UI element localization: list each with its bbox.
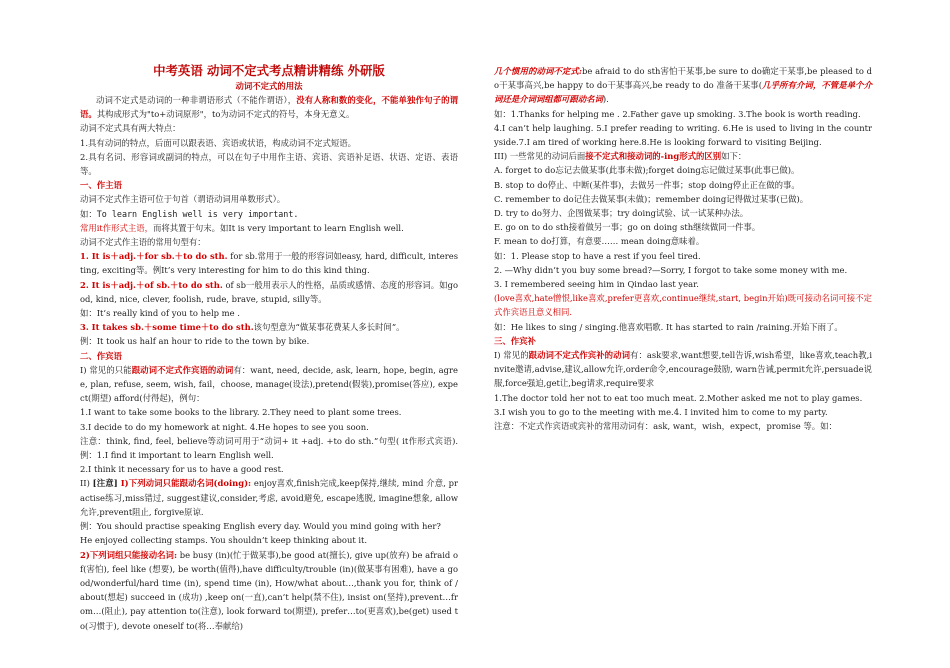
- s2-item-d: D. try to do努力、企图做某事；try doing试验、试一试某种办法。: [494, 208, 749, 219]
- left-column: [80, 0, 458, 633]
- s2-item-f: F. mean to do打算，有意要…… mean doing意味着。: [494, 236, 705, 247]
- s2-item-c: C. remember to do记住去做某事(未做)；remember doing记得做过某事(已做)。: [494, 193, 809, 204]
- page-subtitle: 动词不定式的用法: [235, 81, 303, 91]
- intro-paragraph: [80, 93, 458, 121]
- s2-example-1: 1.I want to take some books to the library. 2.They need to plant some trees.: [80, 407, 402, 418]
- s2-part-3-start: [80, 548, 458, 633]
- right-column: [494, 0, 872, 433]
- s1-pattern-3-example: 例：It took us half an hour to ride to the town by bike.: [80, 336, 310, 347]
- s1-pattern-3-text: 该句型意为“做某事花费某人多长时间”。: [253, 322, 405, 333]
- s2-part-1-highlight: 跟动词不定式作宾语的动词: [131, 364, 234, 375]
- s1-pattern-1-text: for sb.常用于一般的形容词如easy, hard, difficult, interesting, exciting等。例It’s very interesting for him to do this kind thing.: [80, 251, 459, 276]
- s2-item-a: A. forget to do忘记去做某事(此事未做);forget doing忘记做过某事(此事已做)。: [494, 165, 800, 176]
- feature-1: 1.具有动词的特点，后面可以跟表语、宾语或状语，构成动词不定式短语。: [80, 137, 356, 148]
- s2-example-2: 3.I decide to do my homework at night. 4.He hopes to see you soon.: [80, 421, 369, 432]
- s1-line-2: 如：To learn English well is very important.: [80, 208, 299, 219]
- s2-example-r3: 3. I remembered seeing him in Qindao last year.: [494, 279, 699, 290]
- s2-part-iii: [494, 149, 872, 163]
- s1-line-3: [80, 221, 458, 235]
- s2-idioms-text: be afraid to do sth害怕干某事,be sure to do确定干某事,be pleased to do干某事高兴,be happy to do干某事高兴,be ready to do 准备干某事(: [494, 66, 873, 91]
- s1-pattern-3: [80, 320, 458, 334]
- page-title: 中考英语 动词不定式考点精讲精练 外研版: [153, 63, 385, 78]
- s2-part-3-continued: [494, 64, 872, 107]
- s3-part-1-text: 有：ask要求,want想要,tell告诉,wish希望，like喜欢,teach教,invite邀请,advise,建议,allow允许,order命令,encourage鼓励, warn告诫,permit允许,persuade说服,force强迫,get让,beg请求,require要求: [494, 350, 873, 389]
- s1-line-1: 动词不定式作主语可位于句首（谓语动词用单数形式）。: [80, 194, 286, 205]
- s1-line-4: 动词不定式作主语的常用句型有：: [80, 237, 206, 248]
- s1-pattern-2: [80, 278, 458, 306]
- s2-examples-3: 如：1.Thanks for helping me . 2.Father gave up smoking. 3.The book is worth reading.: [494, 108, 861, 119]
- intro-text-a: 动词不定式是动词的一种非谓语形式（不能作谓语），: [96, 95, 297, 105]
- section-1-heading: 一、作主语: [80, 180, 122, 191]
- s2-example-r2: 2. —Why didn’t you buy some bread?—Sorry, I forgot to take some money with me.: [494, 264, 848, 275]
- s1-pattern-1-formula: 1. It is＋adj.＋for sb.＋to do sth.: [80, 251, 228, 262]
- s1-pattern-2-text: of sb一般用表示人的性格，品质或感情、态度的形容词。如good, kind, nice, clever, foolish, rude, brave, stupid, silly等。: [80, 279, 458, 304]
- intro-text-c: 其构成形式为"to+动词原形"，to为动词不定式的符号，本身无意义。: [96, 109, 355, 120]
- s2-note-2: 2.I think it necessary for us to have a good rest.: [80, 464, 284, 475]
- s3-note: 注意：不定式作宾语或宾补的常用动词有：ask, want，wish，expect，promise 等。如：: [494, 421, 837, 432]
- s2-item-b: B. stop to do停止、中断(某件事)，去做另一件事；stop doing停止正在做的事。: [494, 179, 800, 190]
- s2-part-iii-lead: III) 一些常见的动词后面: [494, 151, 586, 162]
- s1-pattern-2-example: 如：It’s really kind of you to help me .: [80, 308, 240, 319]
- intro-text-highlight: 没有人称和数的变化，不能单独作句子的谓语。: [80, 95, 459, 120]
- s2-note: 注意：think, find, feel, believe等动词可用于“动词+ it +adj. +to do sth.”句型( it作形式宾语).例：1.I find it important to learn English well.: [80, 435, 458, 461]
- s1-pattern-3-formula: 3. It takes sb.＋some time＋to do sth.: [80, 322, 254, 333]
- s2-idioms-heading: 几个惯用的动词不定式:: [494, 66, 582, 76]
- s2-part-2: [80, 476, 458, 519]
- s2-example-r1: 如：1. Please stop to have a rest if you feel tired.: [494, 250, 701, 261]
- feature-2: 2.具有名词、形容词或副词的特点，可以在句子中用作主语、宾语、宾语补足语、状语、定语、表语等。: [80, 151, 458, 177]
- s2-item-e: E. go on to do sth接着做另一事；go on doing sth继续做同一件事。: [494, 222, 761, 233]
- s2-part-3-text-start: be busy (in)(忙于做某事),be good at(擅长), give up(放弃) be afraid of(害怕), feel like (想要), be worth(值得),have difficulty/trouble (in)(做某事有困难), have a good/wonderful/hard time (in), spend time (in), How/what about…,thank you for, think of / about(想起) succeed in (成功) ,keep on(一直),can’t help(禁不住), insist on(坚持),prevent…from…(阻止), pay attention to(注意), look forward to(期望), prefer…to(更喜欢),be(get) used to(习惯于), devote oneself to(将…奉献给): [80, 549, 458, 631]
- s3-example-2: 3.I wish you to go to the meeting with me.4. I invited him to come to my party.: [494, 406, 828, 417]
- section-2-heading: 二、作宾语: [80, 350, 122, 361]
- s2-part-2-example-1: 例：You should practise speaking English every day. Would you mind going with her?: [80, 521, 441, 532]
- s2-part-iii-highlight: 接不定式和接动词的-ing形式的区别: [585, 151, 722, 162]
- s2-red-note: (love喜欢,hate憎恨,like喜欢,prefer更喜欢,continue继续,start, begin开始)既可接动名词可接不定式作宾语且意义相同.: [494, 293, 872, 318]
- s2-idioms-end: ).: [602, 94, 609, 105]
- s2-part-2-num: II): [80, 478, 93, 489]
- s3-part-1-lead: I) 常见的: [494, 350, 529, 361]
- s2-part-1: [80, 363, 458, 406]
- s2-part-2-highlight: I)下列动词只能跟动名词(doing):: [117, 478, 252, 489]
- s2-part-1-lead: I) 常见的只能: [80, 364, 132, 375]
- s2-example-r4: 如：He likes to sing / singing.他喜欢唱歌. It has started to rain /raining.开始下雨了。: [494, 321, 843, 332]
- s1-pattern-1: [80, 249, 458, 277]
- s2-part-1-text: 有：want, need, decide, ask, learn, hope, begin, agree, plan, refuse, seem, wish, fail，choose, manage(设法),pretend(假装),promise(答应), expect(期望) afford(付得起)，例句：: [80, 364, 458, 404]
- s2-part-2-example-2: He enjoyed collecting stamps. You shouldn’t keep thinking about it.: [80, 535, 368, 546]
- s2-examples-4: 4.I can’t help laughing. 5.I prefer reading to writing. 6.He is used to living in the countryside.7.I am tired of working here.8.He is looking forward to visiting Beijing.: [494, 122, 872, 148]
- section-3-heading: 三、作宾补: [494, 335, 536, 346]
- s3-part-1: [494, 348, 872, 391]
- s2-part-2-text: enjoy喜欢,finish完成,keep保持,继续, mind 介意, practise练习,miss错过, suggest建议,consider,考虑, avoid避免, escape逃脱, imagine想象, allow允许,prevent阻止, forgive原谅.: [80, 478, 459, 517]
- s1-pattern-2-formula: 2. It is＋adj.＋of sb.＋to do sth.: [80, 279, 223, 290]
- s3-example-1: 1.The doctor told her not to eat too much meat. 2.Mother asked me not to play games.: [494, 392, 863, 403]
- s2-part-iii-end: 如下：: [721, 151, 747, 162]
- s3-part-1-highlight: 跟动词不定式作宾补的动词: [528, 350, 631, 361]
- s1-line-3-text: 而将其置于句末。如It is very important to learn English well.: [153, 222, 404, 233]
- s2-part-2-note-tag: [注意]: [92, 478, 118, 489]
- s2-part-3-highlight: 2)下列词组只能接动名词:: [80, 549, 178, 560]
- intro-features-lead: 动词不定式具有两大特点：: [80, 123, 181, 134]
- s2-idioms-note: 几乎所有介词，不管是单个介词还是介词词组都可跟动名词: [494, 80, 873, 105]
- s1-line-3-highlight: 常用it作形式主语，: [80, 222, 154, 233]
